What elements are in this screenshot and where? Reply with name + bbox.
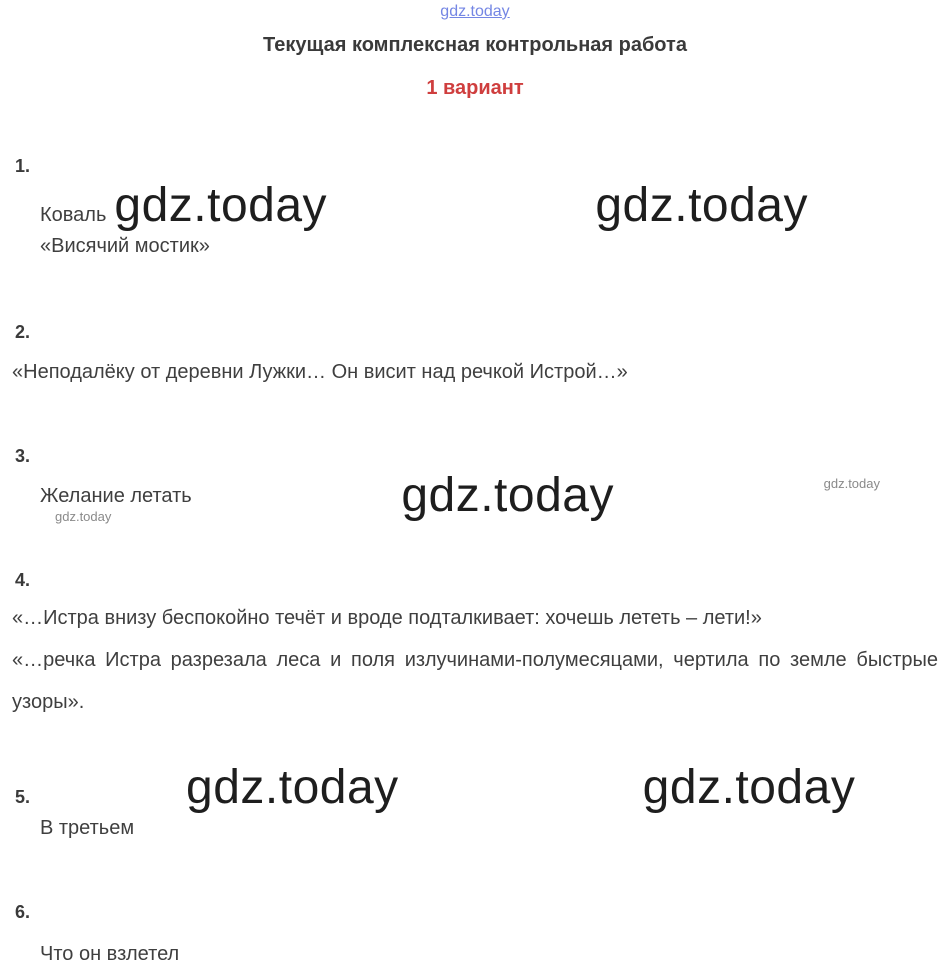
watermark-text: gdz.today	[401, 469, 614, 522]
watermark-text: gdz.today	[186, 761, 399, 814]
variant-label: 1 вариант	[426, 77, 524, 99]
task-1-answer: Коваль	[40, 204, 107, 226]
task-2-answer: «Неподалёку от деревни Лужки… Он висит над речкой Истрой…»	[12, 361, 628, 383]
task-1	[12, 156, 938, 258]
task-4-quote-2: «…речка Истра разрезала леса и поля излучинами-полумесяцами, чертила по земле быстрые узоры».	[12, 649, 938, 713]
task-3-answer: Желание летать	[40, 485, 192, 507]
task-2	[12, 322, 938, 384]
watermark-text: gdz.today	[55, 509, 112, 524]
task-1-answer-row	[12, 181, 938, 231]
task-5	[12, 763, 938, 840]
task-3-answer-row	[12, 471, 938, 524]
watermark-text: gdz.today	[642, 761, 856, 814]
task-4-quote-1: «…Истра внизу беспокойно течёт и вроде подталкивает: хочешь лететь – лети!»	[12, 607, 762, 629]
task-5-answer: В третьем	[40, 817, 135, 839]
task-5-header-row	[12, 763, 938, 813]
watermark-container	[824, 475, 938, 493]
task-6	[12, 902, 938, 966]
task-6-answer: Что он взлетел	[40, 943, 180, 965]
watermark-text: gdz.today	[823, 476, 880, 491]
task-4	[12, 570, 938, 723]
task-5-number: 5.	[15, 787, 31, 807]
watermark-text: gdz.today	[114, 179, 328, 232]
task-3	[12, 446, 938, 524]
task-3-answer-block	[12, 471, 192, 524]
task-1-answer-line-2: «Висячий мостик»	[40, 235, 210, 257]
task-4-number: 4.	[15, 570, 31, 590]
page-title: Текущая комплексная контрольная работа	[263, 34, 687, 56]
watermark-text: gdz.today	[595, 179, 808, 232]
site-watermark-link[interactable]: gdz.today	[440, 3, 510, 20]
task-3-number: 3.	[15, 446, 31, 466]
task-1-number: 1.	[15, 156, 31, 176]
watermark-container	[192, 471, 824, 521]
task-2-number: 2.	[15, 322, 31, 342]
task-6-number: 6.	[15, 902, 31, 922]
